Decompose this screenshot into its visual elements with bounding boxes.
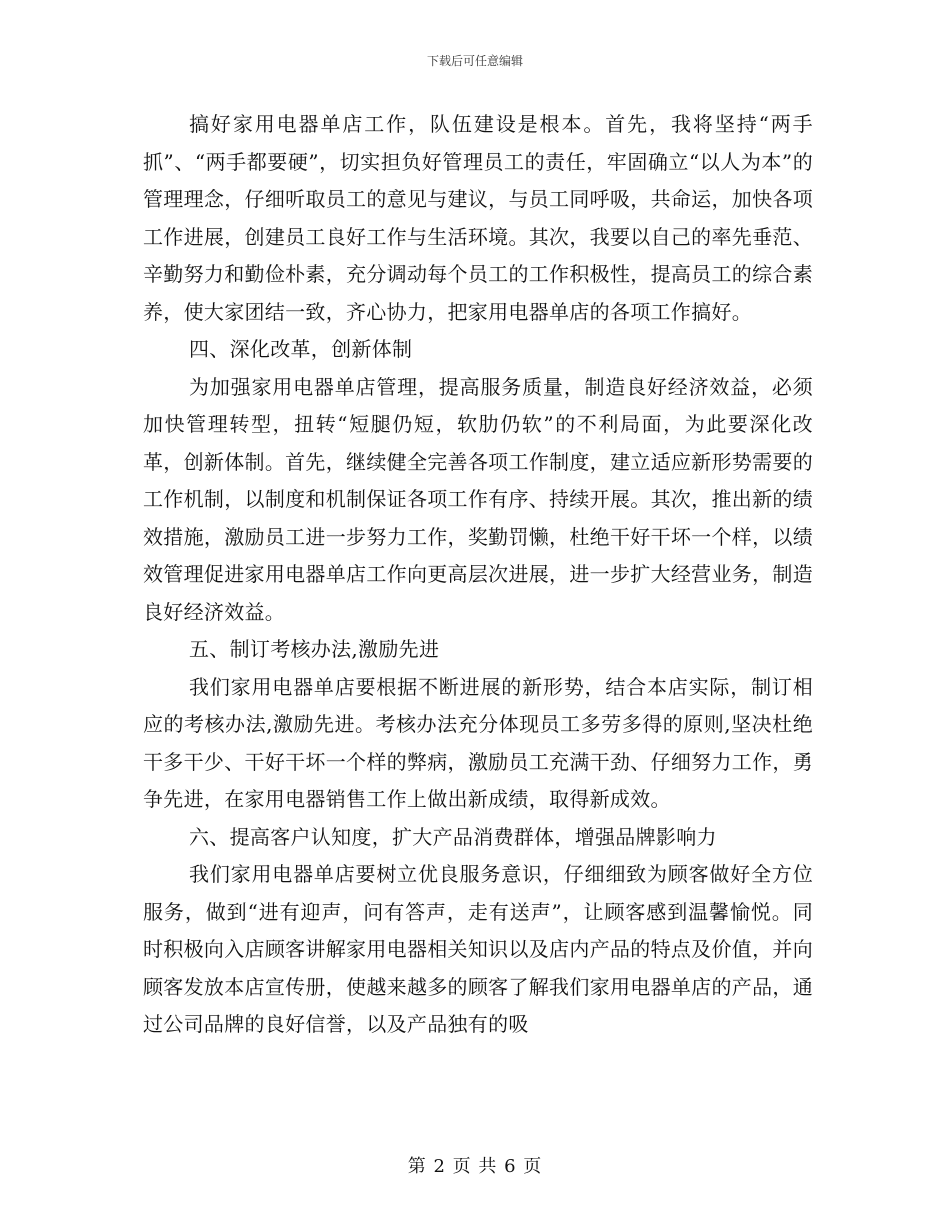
paragraph-brand: 我们家用电器单店要树立优良服务意识，仔细细致为顾客做好全方位服务，做到“进有迎声，问有答声，走有送声”，让顾客感到温馨愉悦。同时积极向入店顾客讲解家用电器相关知识以及店内产品的特点及价值，并向顾客发放本店宣传册，使越来越多的顾客了解我们家用电器单店的产品，通过公司品牌的良好信誉，以及产品独有的吸 — [143, 862, 813, 1036]
paragraph-assessment: 我们家用电器单店要根据不断进展的新形势，结合本店实际，制订相应的考核办法,激励先进。考核办法充分体现员工多劳多得的原则,坚决杜绝干多干少、干好干坏一个样的弊病，激励员工充满干劲、仔细努力工作，勇争先进，在家用电器销售工作上做出新成绩，取得新成效。 — [143, 674, 813, 811]
document-body — [143, 106, 813, 1044]
page-number: 第 2 页 共 6 页 — [407, 1156, 543, 1177]
section-heading-reform: 四、深化改革，创新体制 — [189, 337, 413, 361]
section-heading-brand: 六、提高客户认知度，扩大产品消费群体，增强品牌影响力 — [189, 824, 717, 849]
paragraph-team-building: 搞好家用电器单店工作，队伍建设是根本。首先，我将坚持“两手抓”、“两手都要硬”，切实担负好管理员工的责任，牢固确立“以人为本”的管理理念，仔细听取员工的意见与建议，与员工同呼吸，共命运，加快各项工作进展，创建员工良好工作与生活环境。其次，我要以自己的率先垂范、辛勤努力和勤俭朴素，充分调动每个员工的工作积极性，提高员工的综合素养，使大家团结一致，齐心协力，把家用电器单店的各项工作搞好。 — [143, 112, 813, 324]
paragraph-reform: 为加强家用电器单店管理，提高服务质量，制造良好经济效益，必须加快管理转型，扭转“短腿仍短，软肋仍软”的不利局面，为此要深化改革，创新体制。首先，继续健全完善各项工作制度，建立适应新形势需要的工作机制，以制度和机制保证各项工作有序、持续开展。其次，推出新的绩效措施，激励员工进一步努力工作，奖勤罚懒，杜绝干好干坏一个样，以绩效管理促进家用电器单店工作向更高层次进展，进一步扩大经营业务，制造良好经济效益。 — [143, 374, 813, 624]
section-heading-assessment: 五、制订考核办法,激励先进 — [189, 637, 440, 661]
header-note: 下载后可任意编辑 — [426, 54, 523, 68]
